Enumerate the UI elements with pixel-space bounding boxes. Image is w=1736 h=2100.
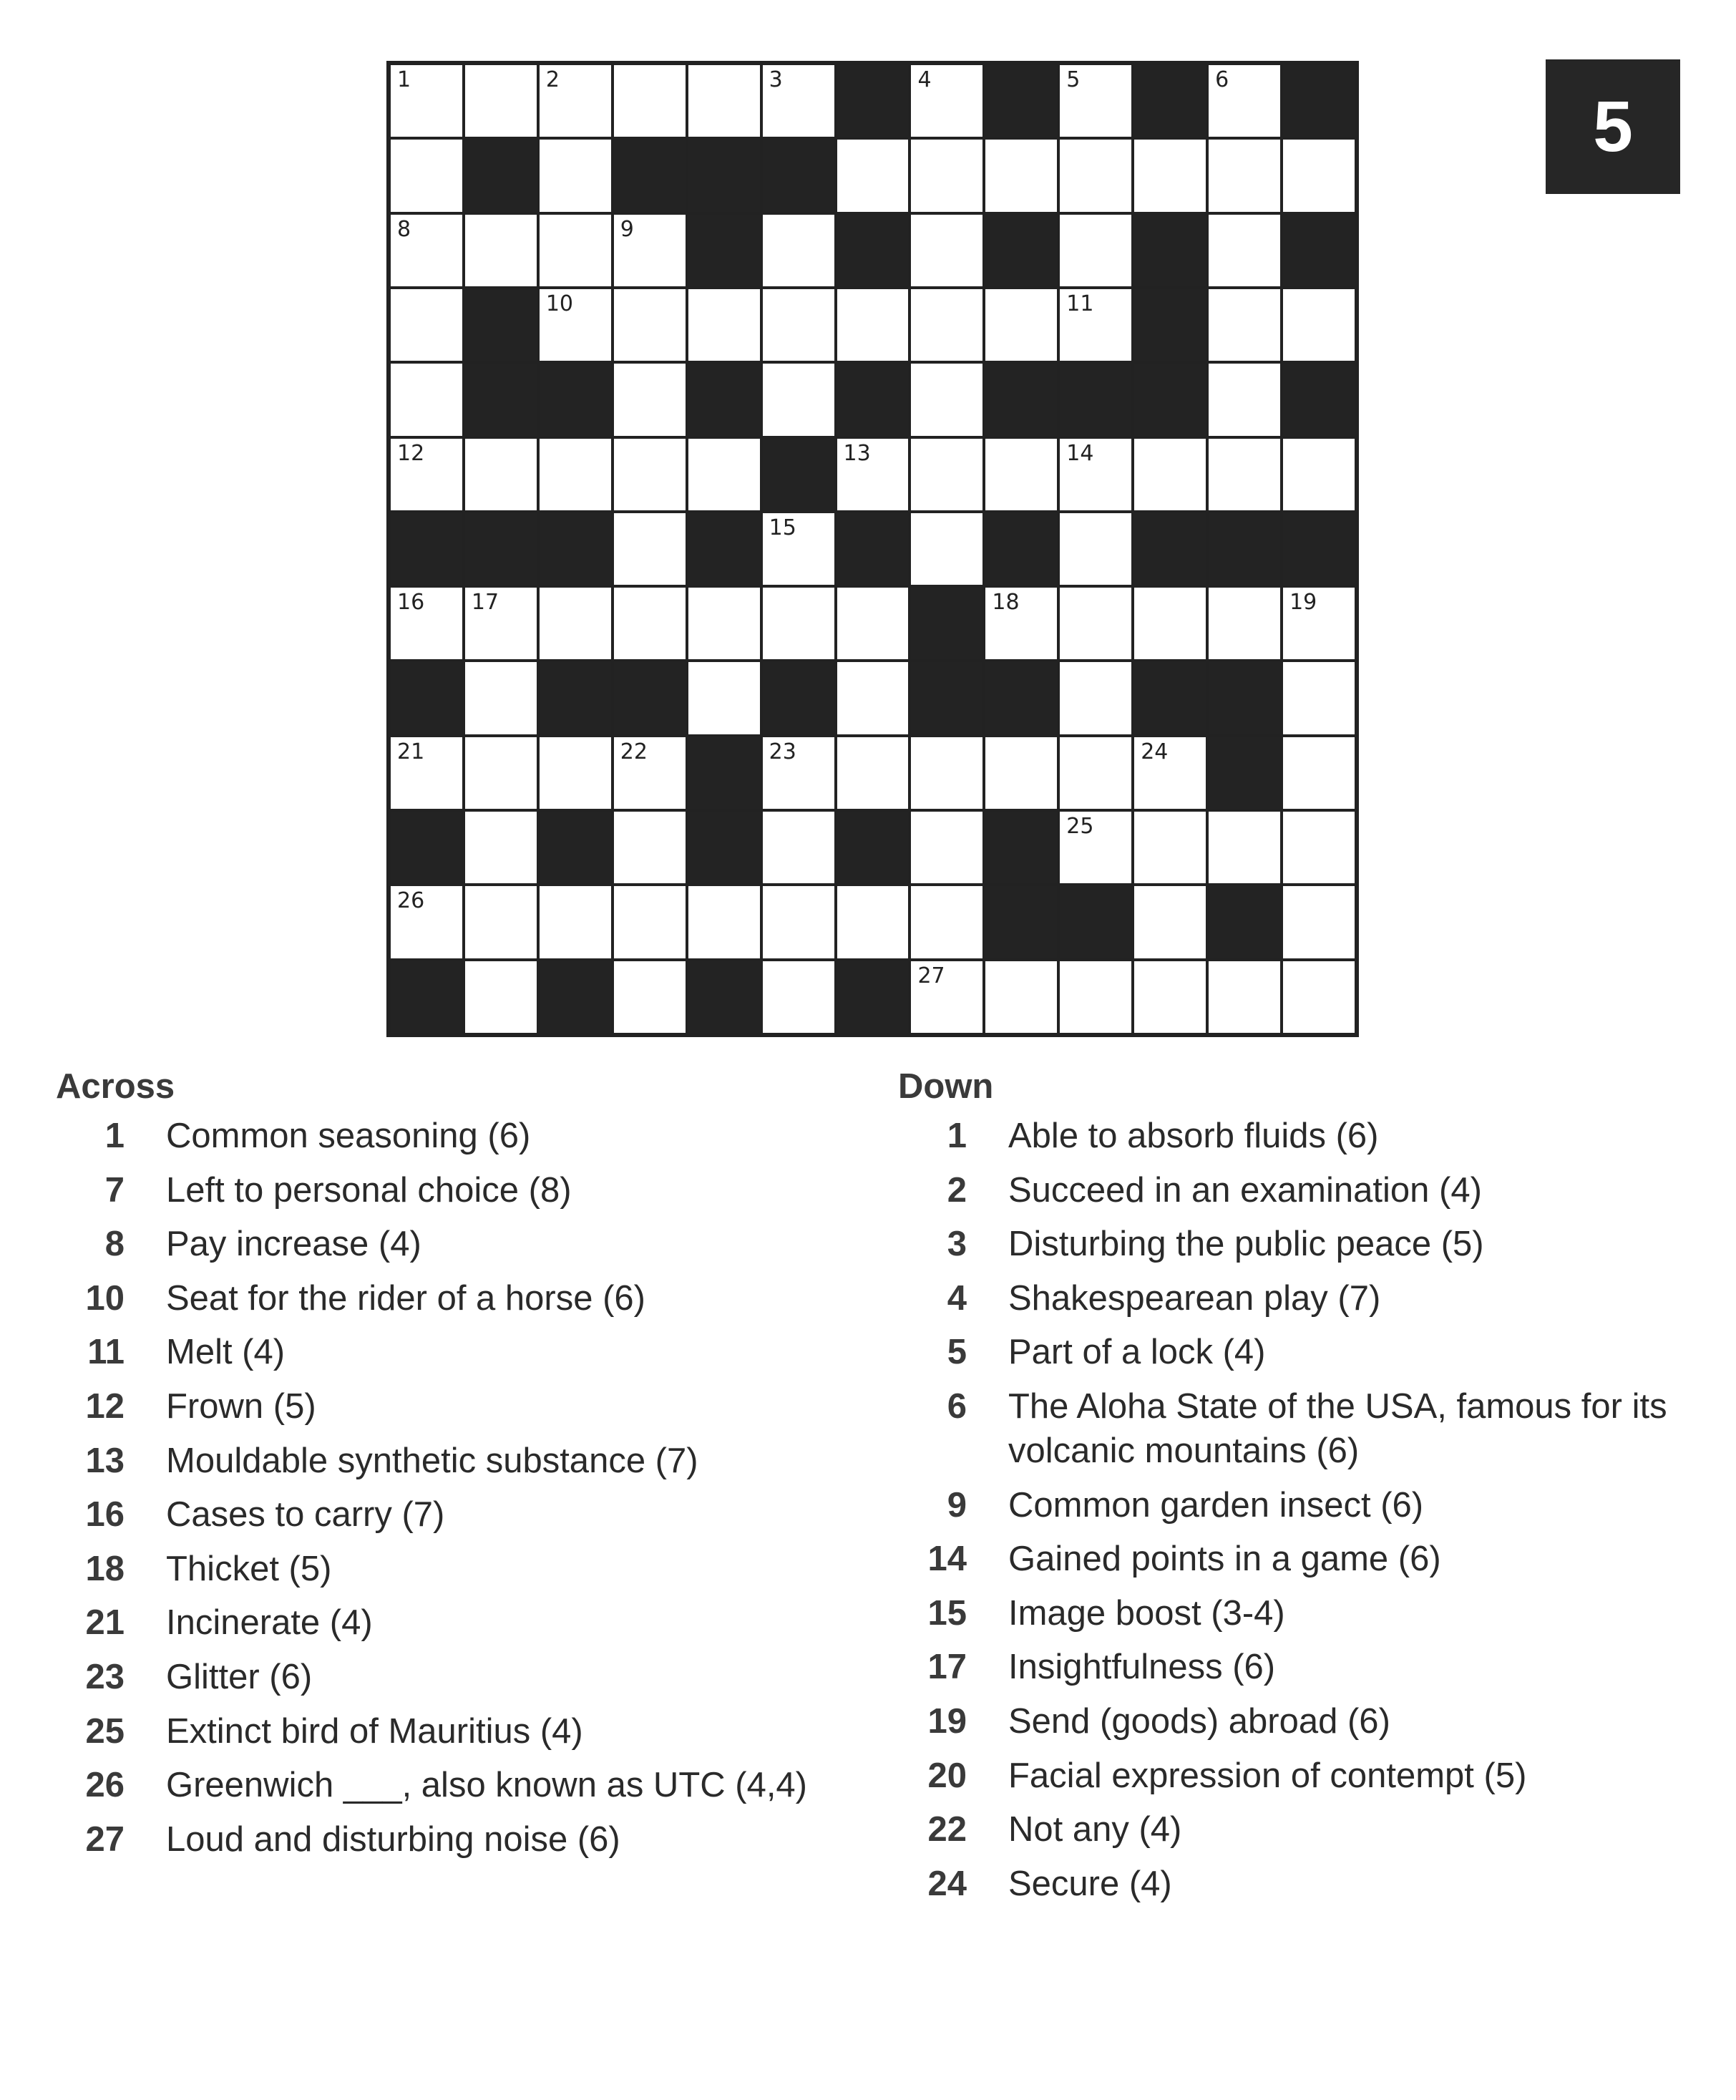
down-clue [898, 1807, 1707, 1852]
answer-cell[interactable] [1207, 288, 1282, 362]
answer-cell[interactable] [1207, 810, 1282, 885]
answer-cell[interactable] [984, 586, 1058, 661]
answer-cell[interactable] [910, 213, 984, 288]
answer-cell[interactable] [613, 213, 687, 288]
answer-cell[interactable] [761, 362, 836, 437]
clue-number: 14 [927, 1540, 967, 1579]
block-cell [1207, 736, 1282, 810]
down-clues [898, 1066, 1707, 1915]
clue-text: Mouldable synthetic substance (7) [166, 1441, 698, 1480]
clue-number: 2 [947, 1170, 967, 1210]
block-cell [687, 213, 761, 288]
down-clue [898, 1591, 1707, 1635]
answer-cell[interactable] [538, 64, 613, 138]
block-cell [761, 138, 836, 213]
answer-cell[interactable] [1058, 736, 1133, 810]
block-cell [687, 960, 761, 1034]
cell-number: 16 [397, 590, 425, 616]
page-number-badge [1546, 59, 1680, 194]
block-cell [1282, 213, 1356, 288]
answer-cell[interactable] [538, 885, 613, 959]
answer-cell[interactable] [761, 960, 836, 1034]
block-cell [761, 437, 836, 512]
answer-cell[interactable] [910, 362, 984, 437]
block-cell [389, 960, 464, 1034]
answer-cell[interactable] [984, 736, 1058, 810]
clue-number: 5 [947, 1333, 967, 1372]
down-clue [898, 1168, 1707, 1212]
answer-cell[interactable] [1282, 661, 1356, 735]
across-clue [56, 1168, 886, 1212]
answer-cell[interactable] [761, 288, 836, 362]
down-clue [898, 1537, 1707, 1581]
answer-cell[interactable] [389, 885, 464, 959]
answer-cell[interactable] [687, 661, 761, 735]
clue-number: 20 [927, 1756, 967, 1795]
clue-number: 22 [927, 1810, 967, 1849]
answer-cell[interactable] [836, 885, 910, 959]
clue-number: 4 [947, 1278, 967, 1318]
answer-cell[interactable] [761, 64, 836, 138]
block-cell [389, 512, 464, 586]
block-cell [687, 138, 761, 213]
clue-text: Send (goods) abroad (6) [1008, 1701, 1390, 1741]
cell-number: 3 [769, 67, 783, 92]
clue-number: 11 [87, 1333, 125, 1372]
down-clue [898, 1114, 1707, 1158]
answer-cell[interactable] [687, 437, 761, 512]
answer-cell[interactable] [538, 437, 613, 512]
clue-number: 27 [85, 1819, 125, 1859]
answer-cell[interactable] [1207, 960, 1282, 1034]
answer-cell[interactable] [1207, 138, 1282, 213]
clue-number: 24 [927, 1864, 967, 1903]
across-clue [56, 1492, 886, 1537]
clue-text: Not any (4) [1008, 1810, 1182, 1849]
down-clue [898, 1330, 1707, 1374]
answer-cell[interactable] [1282, 437, 1356, 512]
block-cell [1133, 288, 1207, 362]
answer-cell[interactable] [1133, 138, 1207, 213]
answer-cell[interactable] [836, 138, 910, 213]
clue-number: 18 [85, 1549, 125, 1588]
block-cell [836, 64, 910, 138]
cell-number: 23 [769, 739, 796, 764]
answer-cell[interactable] [1282, 810, 1356, 885]
cell-number: 11 [1066, 291, 1094, 316]
answer-cell[interactable] [613, 736, 687, 810]
clue-number: 10 [85, 1278, 125, 1318]
clue-number: 13 [85, 1441, 125, 1480]
block-cell [1282, 64, 1356, 138]
block-cell [984, 512, 1058, 586]
clue-text: Glitter (6) [166, 1657, 313, 1696]
clue-text: Greenwich ___, also known as UTC (4,4) [166, 1766, 807, 1805]
block-cell [464, 362, 538, 437]
answer-cell[interactable] [389, 64, 464, 138]
block-cell [538, 810, 613, 885]
answer-cell[interactable] [910, 960, 984, 1034]
answer-cell[interactable] [1133, 885, 1207, 959]
block-cell [984, 661, 1058, 735]
answer-cell[interactable] [1058, 437, 1133, 512]
answer-cell[interactable] [1207, 362, 1282, 437]
answer-cell[interactable] [910, 138, 984, 213]
across-clues [56, 1066, 886, 1871]
answer-cell[interactable] [1133, 960, 1207, 1034]
cell-number: 25 [1066, 814, 1094, 840]
cell-number: 10 [545, 291, 574, 316]
answer-cell[interactable] [761, 586, 836, 661]
clue-number: 17 [927, 1648, 967, 1687]
clue-text: Melt (4) [166, 1333, 286, 1372]
clue-text: Left to personal choice (8) [166, 1170, 572, 1210]
answer-cell[interactable] [984, 288, 1058, 362]
clue-number: 3 [947, 1225, 967, 1264]
answer-cell[interactable] [389, 288, 464, 362]
block-cell [984, 64, 1058, 138]
answer-cell[interactable] [1207, 64, 1282, 138]
down-clue [898, 1754, 1707, 1798]
block-cell [464, 288, 538, 362]
answer-cell[interactable] [761, 885, 836, 959]
across-clue [56, 1222, 886, 1266]
answer-cell[interactable] [464, 213, 538, 288]
block-cell [1282, 512, 1356, 586]
page-number: 5 [1593, 86, 1633, 167]
block-cell [836, 362, 910, 437]
block-cell [613, 138, 687, 213]
cell-number: 15 [769, 515, 796, 540]
block-cell [687, 362, 761, 437]
answer-cell[interactable] [910, 885, 984, 959]
answer-cell[interactable] [1282, 885, 1356, 959]
cell-number: 8 [397, 216, 411, 242]
cell-number: 26 [397, 888, 425, 914]
clue-text: Disturbing the public peace (5) [1008, 1225, 1484, 1264]
answer-cell[interactable] [687, 288, 761, 362]
block-cell [538, 362, 613, 437]
answer-cell[interactable] [1282, 960, 1356, 1034]
answer-cell[interactable] [984, 437, 1058, 512]
clue-text: Common seasoning (6) [166, 1117, 531, 1155]
down-clue [898, 1483, 1707, 1527]
answer-cell[interactable] [464, 960, 538, 1034]
answer-cell[interactable] [1058, 288, 1133, 362]
clue-text: The Aloha State of the USA, famous for its volcanic mountains (6) [1008, 1386, 1667, 1470]
answer-cell[interactable] [613, 288, 687, 362]
answer-cell[interactable] [836, 437, 910, 512]
answer-cell[interactable] [464, 736, 538, 810]
block-cell [984, 362, 1058, 437]
answer-cell[interactable] [464, 885, 538, 959]
clue-text: Thicket (5) [166, 1549, 332, 1588]
block-cell [910, 661, 984, 735]
block-cell [1058, 885, 1133, 959]
answer-cell[interactable] [613, 586, 687, 661]
block-cell [464, 512, 538, 586]
clue-number: 1 [104, 1117, 125, 1155]
block-cell [538, 960, 613, 1034]
block-cell [836, 960, 910, 1034]
cell-number: 5 [1066, 67, 1081, 92]
answer-cell[interactable] [687, 64, 761, 138]
clue-text: Pay increase (4) [166, 1225, 421, 1264]
block-cell [761, 661, 836, 735]
answer-cell[interactable] [538, 586, 613, 661]
answer-cell[interactable] [1133, 437, 1207, 512]
clue-text: Extinct bird of Mauritius (4) [166, 1711, 583, 1751]
clue-number: 6 [947, 1386, 967, 1426]
answer-cell[interactable] [1133, 586, 1207, 661]
answer-cell[interactable] [464, 64, 538, 138]
cell-number: 4 [917, 67, 932, 92]
down-heading: Down [898, 1067, 994, 1106]
block-cell [836, 512, 910, 586]
cell-number: 27 [917, 963, 945, 988]
answer-cell[interactable] [389, 586, 464, 661]
block-cell [687, 810, 761, 885]
clue-text: Cases to carry (7) [166, 1495, 445, 1535]
answer-cell[interactable] [836, 586, 910, 661]
block-cell [389, 810, 464, 885]
clue-number: 15 [927, 1593, 967, 1633]
clue-number: 23 [85, 1657, 125, 1696]
answer-cell[interactable] [910, 437, 984, 512]
answer-cell[interactable] [1207, 586, 1282, 661]
answer-cell[interactable] [1133, 736, 1207, 810]
answer-cell[interactable] [836, 288, 910, 362]
block-cell [1133, 661, 1207, 735]
block-cell [984, 213, 1058, 288]
answer-cell[interactable] [538, 288, 613, 362]
answer-cell[interactable] [836, 736, 910, 810]
block-cell [464, 138, 538, 213]
answer-cell[interactable] [761, 810, 836, 885]
block-cell [613, 661, 687, 735]
answer-cell[interactable] [910, 512, 984, 586]
answer-cell[interactable] [1058, 512, 1133, 586]
answer-cell[interactable] [1207, 437, 1282, 512]
clue-text: Image boost (3-4) [1008, 1593, 1285, 1633]
down-clue [898, 1276, 1707, 1321]
block-cell [1133, 213, 1207, 288]
clue-number: 26 [85, 1766, 125, 1805]
answer-cell[interactable] [464, 661, 538, 735]
answer-cell[interactable] [1058, 810, 1133, 885]
answer-cell[interactable] [1282, 288, 1356, 362]
answer-cell[interactable] [910, 810, 984, 885]
across-clue [56, 1439, 886, 1483]
answer-cell[interactable] [1058, 960, 1133, 1034]
answer-cell[interactable] [464, 810, 538, 885]
clue-text: Incinerate (4) [166, 1603, 373, 1643]
block-cell [538, 661, 613, 735]
answer-cell[interactable] [1207, 213, 1282, 288]
answer-cell[interactable] [464, 586, 538, 661]
cell-number: 1 [397, 67, 411, 92]
answer-cell[interactable] [613, 810, 687, 885]
down-clue [898, 1384, 1707, 1473]
clue-text: Shakespearean play (7) [1008, 1278, 1381, 1318]
answer-cell[interactable] [389, 362, 464, 437]
answer-cell[interactable] [613, 885, 687, 959]
clue-number: 25 [85, 1711, 125, 1751]
answer-cell[interactable] [1058, 138, 1133, 213]
cell-number: 22 [620, 739, 648, 764]
cell-number: 12 [397, 440, 425, 466]
answer-cell[interactable] [761, 213, 836, 288]
cell-number: 9 [620, 216, 634, 242]
clue-text: Frown (5) [166, 1386, 316, 1426]
answer-cell[interactable] [910, 64, 984, 138]
clue-text: Common garden insect (6) [1008, 1485, 1424, 1525]
across-heading: Across [56, 1067, 175, 1106]
cell-number: 14 [1066, 440, 1094, 466]
answer-cell[interactable] [836, 661, 910, 735]
across-clue [56, 1547, 886, 1591]
answer-cell[interactable] [613, 64, 687, 138]
answer-cell[interactable] [1058, 213, 1133, 288]
block-cell [1058, 362, 1133, 437]
answer-cell[interactable] [538, 736, 613, 810]
answer-cell[interactable] [1282, 138, 1356, 213]
block-cell [910, 586, 984, 661]
answer-cell[interactable] [687, 885, 761, 959]
answer-cell[interactable] [984, 960, 1058, 1034]
answer-cell[interactable] [613, 362, 687, 437]
answer-cell[interactable] [1133, 810, 1207, 885]
block-cell [984, 810, 1058, 885]
clue-number: 12 [85, 1386, 125, 1426]
block-cell [1282, 362, 1356, 437]
across-clue [56, 1384, 886, 1429]
clue-text: Able to absorb fluids (6) [1008, 1117, 1379, 1155]
cell-number: 13 [843, 440, 871, 466]
answer-cell[interactable] [389, 437, 464, 512]
answer-cell[interactable] [761, 512, 836, 586]
answer-cell[interactable] [613, 437, 687, 512]
cell-number: 19 [1289, 590, 1317, 616]
across-clue [56, 1114, 886, 1158]
answer-cell[interactable] [1282, 586, 1356, 661]
cell-number: 17 [471, 590, 499, 616]
across-clue [56, 1763, 886, 1807]
clue-text: Succeed in an examination (4) [1008, 1170, 1482, 1210]
down-clue [898, 1645, 1707, 1689]
clue-number: 1 [947, 1117, 967, 1155]
cell-number: 21 [397, 739, 425, 764]
across-clue [56, 1330, 886, 1374]
answer-cell[interactable] [1058, 661, 1133, 735]
answer-cell[interactable] [910, 736, 984, 810]
answer-cell[interactable] [1282, 736, 1356, 810]
clue-text: Facial expression of contempt (5) [1008, 1756, 1527, 1795]
block-cell [1207, 512, 1282, 586]
clue-text: Insightfulness (6) [1008, 1648, 1276, 1687]
block-cell [538, 512, 613, 586]
block-cell [687, 736, 761, 810]
block-cell [1133, 512, 1207, 586]
answer-cell[interactable] [613, 512, 687, 586]
clue-text: Secure (4) [1008, 1864, 1172, 1903]
clue-text: Loud and disturbing noise (6) [166, 1819, 620, 1859]
down-clue [898, 1222, 1707, 1266]
clue-text: Gained points in a game (6) [1008, 1540, 1441, 1579]
across-clue [56, 1655, 886, 1699]
clue-number: 16 [85, 1495, 125, 1535]
answer-cell[interactable] [687, 586, 761, 661]
block-cell [389, 661, 464, 735]
across-clue [56, 1817, 886, 1862]
clue-number: 7 [104, 1170, 125, 1210]
clue-text: Seat for the rider of a horse (6) [166, 1278, 645, 1318]
answer-cell[interactable] [613, 960, 687, 1034]
answer-cell[interactable] [761, 736, 836, 810]
across-clue [56, 1709, 886, 1754]
block-cell [836, 810, 910, 885]
cell-number: 2 [545, 67, 560, 92]
down-clue [898, 1699, 1707, 1744]
clue-number: 19 [927, 1701, 967, 1741]
block-cell [1207, 885, 1282, 959]
cell-number: 6 [1215, 67, 1229, 92]
block-cell [1133, 362, 1207, 437]
clue-number: 21 [85, 1603, 125, 1643]
answer-cell[interactable] [1058, 64, 1133, 138]
answer-cell[interactable] [464, 437, 538, 512]
across-clue [56, 1600, 886, 1645]
down-clue [898, 1862, 1707, 1906]
clue-number: 9 [947, 1485, 967, 1525]
answer-cell[interactable] [538, 138, 613, 213]
block-cell [836, 213, 910, 288]
block-cell [1133, 64, 1207, 138]
answer-cell[interactable] [389, 138, 464, 213]
block-cell [984, 885, 1058, 959]
clue-text: Part of a lock (4) [1008, 1333, 1266, 1372]
crossword-grid [386, 61, 1359, 1037]
answer-cell[interactable] [984, 138, 1058, 213]
answer-cell[interactable] [538, 213, 613, 288]
across-clue [56, 1276, 886, 1321]
answer-cell[interactable] [389, 736, 464, 810]
block-cell [687, 512, 761, 586]
clue-number: 8 [104, 1225, 125, 1264]
block-cell [1207, 661, 1282, 735]
cell-number: 18 [992, 590, 1020, 616]
answer-cell[interactable] [1058, 586, 1133, 661]
cell-number: 24 [1141, 739, 1169, 764]
answer-cell[interactable] [910, 288, 984, 362]
answer-cell[interactable] [389, 213, 464, 288]
